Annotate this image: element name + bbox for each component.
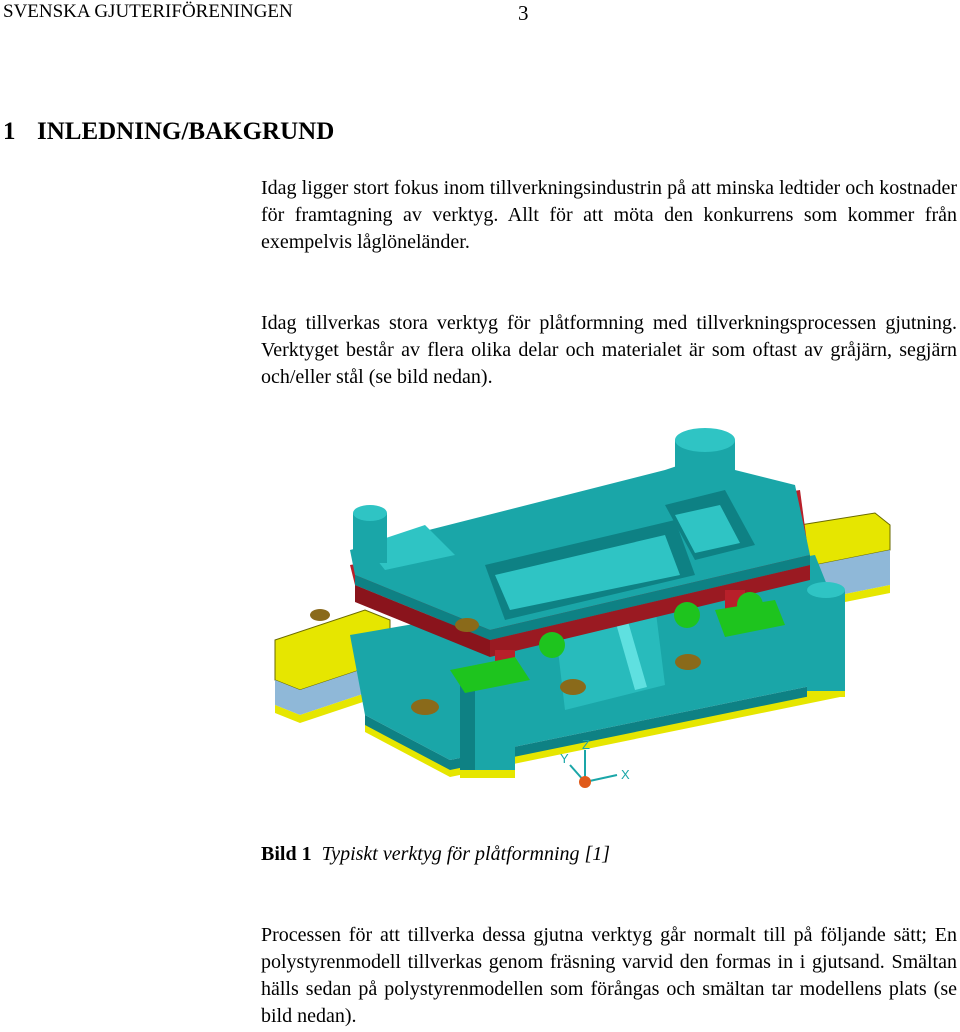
section-heading [3, 118, 334, 146]
section-number: 1 [3, 118, 16, 145]
caption-text: Typiskt verktyg för plåtformning [1] [321, 843, 611, 865]
paragraph-tools: Idag tillverkas stora verktyg för plåtformning med tillverkningsprocessen gjutning. Verktyget består av flera olika delar och materialet är som oftast av gråjärn, segjärn och/eller stål (se bild nedan). [261, 312, 957, 388]
tool-cad-image [255, 425, 960, 820]
paragraph-intro: Idag ligger stort fokus inom tillverkningsindustrin på att minska ledtider och kostnader för framtagning av verktyg. Allt för att möta den konkurrens som kommer från exempelvis låglöneländer. [261, 177, 957, 253]
section-title: INLEDNING/BAKGRUND [37, 118, 335, 145]
header-organization: SVENSKA GJUTERIFÖRENINGEN [3, 1, 293, 22]
column-back-right [675, 428, 735, 490]
tool-figure [255, 425, 960, 820]
paragraph-process: Processen för att tillverka dessa gjutna verktyg går normalt till på följande sätt; En polystyrenmodell tillverkas genom fräsning varvid den formas in i gjutsand. Smältan hälls sedan på polystyrenmodellen som förångas och smältan tar modellens plats (se bild nedan). [261, 924, 957, 1027]
column-back-left [353, 505, 387, 563]
page-number: 3 [518, 1, 529, 25]
axis-label-x: X [621, 767, 630, 782]
axis-label-y: Y [560, 751, 569, 766]
caption-label: Bild 1 [261, 843, 312, 865]
figure-caption [261, 843, 610, 866]
column-front-right [807, 582, 845, 697]
axis-label-z: Z [582, 737, 590, 752]
